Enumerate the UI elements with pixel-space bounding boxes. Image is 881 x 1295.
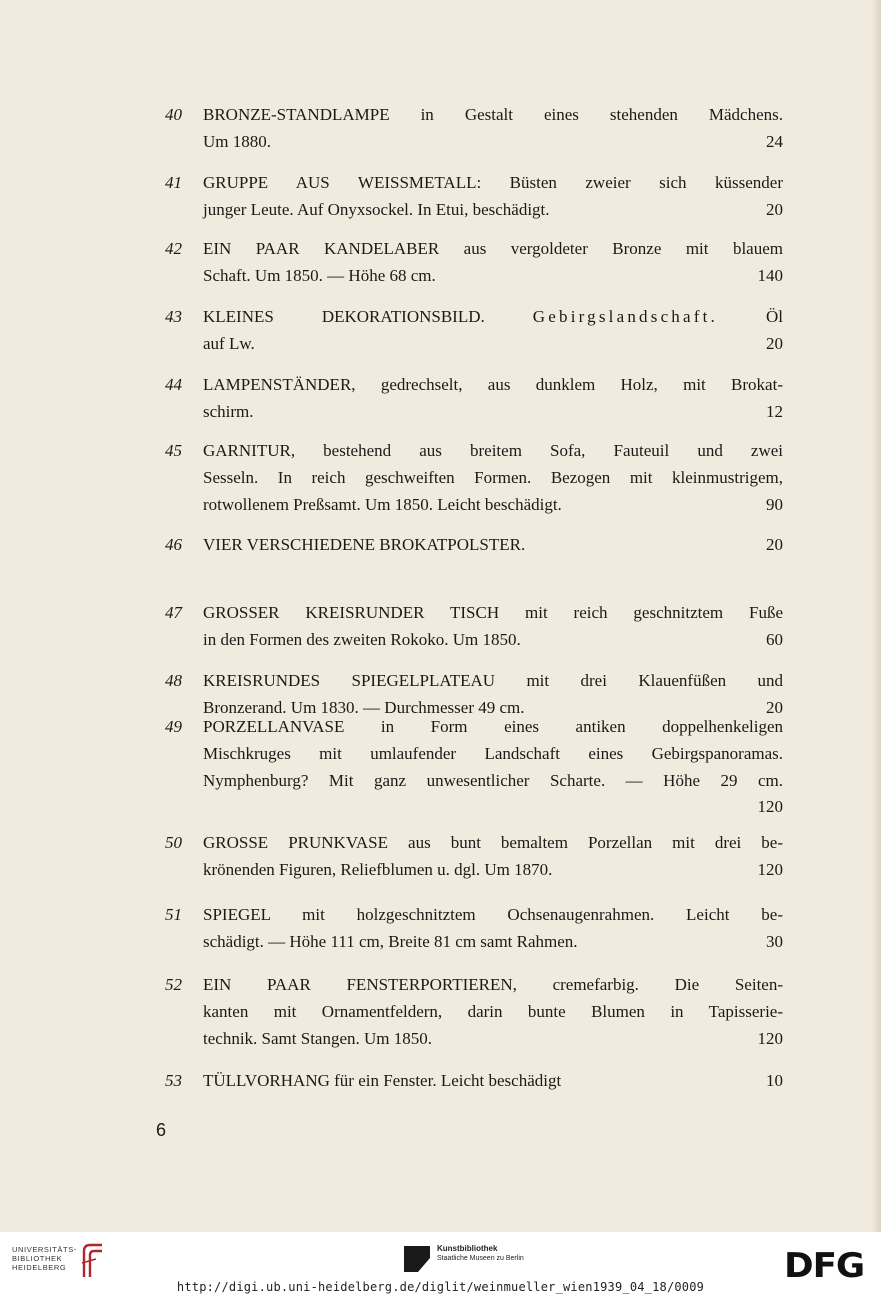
entry-line-text: TÜLLVORHANG für ein Fenster. Leicht beschädigt xyxy=(203,1071,562,1090)
entry-line xyxy=(203,263,783,290)
entry-description xyxy=(203,372,783,426)
kb-subtitle: Staatliche Museen zu Berlin xyxy=(437,1255,524,1262)
entry-description xyxy=(203,236,783,290)
entry-price: 120 xyxy=(757,859,783,879)
entry-price: 20 xyxy=(766,199,783,219)
entry-description xyxy=(203,304,783,358)
entry-line-text: Um 1880. xyxy=(203,131,271,151)
entry-line: KLEINES DEKORATIONSBILD. Gebirgslandschaft. Öl xyxy=(203,307,784,326)
entry-line: LAMPENSTÄNDER, gedrechselt, aus dunklem Holz, mit Brokat- xyxy=(203,375,783,394)
entry-price: 20 xyxy=(766,333,783,353)
entry-number: 53 xyxy=(165,1071,182,1090)
page-number: 6 xyxy=(156,1120,167,1140)
entry-line-text: schädigt. — Höhe 111 cm, Breite 81 cm samt Rahmen. xyxy=(203,931,578,951)
entry-line xyxy=(203,129,783,156)
entry-line: SPIEGEL mit holzgeschnitztem Ochsenaugenrahmen. Leicht be- xyxy=(203,905,783,924)
source-url[interactable]: http://digi.ub.uni-heidelberg.de/diglit/weinmueller_wien1939_04_18/0009 xyxy=(176,1280,705,1294)
entry-number: 42 xyxy=(165,239,182,258)
entry-price: 120 xyxy=(757,797,783,817)
entry-line: Mischkruges mit umlaufender Landschaft eines Gebirgspanoramas. xyxy=(203,743,783,763)
entry-line xyxy=(203,399,783,426)
entry-price: 120 xyxy=(757,1028,783,1048)
entry-line: GARNITUR, bestehend aus breitem Sofa, Fauteuil und zwei xyxy=(203,441,783,460)
entry-line xyxy=(203,1068,783,1095)
entry-line-text: auf Lw. xyxy=(203,333,255,353)
entry-price: 60 xyxy=(766,629,783,649)
entry-line: Nymphenburg? Mit ganz unwesentlicher Scharte. — Höhe 29 cm. xyxy=(203,770,783,790)
entry-line xyxy=(203,857,783,884)
entry-line-text: VIER VERSCHIEDENE BROKATPOLSTER. xyxy=(203,535,526,554)
entry-price: 20 xyxy=(766,697,783,717)
entry-number: 40 xyxy=(165,105,182,124)
entry-number: 44 xyxy=(165,375,182,394)
entry-price: 140 xyxy=(757,265,783,285)
entry-price: 90 xyxy=(766,494,783,514)
kb-title: Kunstbibliothek xyxy=(437,1244,498,1253)
entry-line-text: rotwollenem Preßsamt. Um 1850. Leicht beschädigt. xyxy=(203,494,562,514)
entry-line xyxy=(203,492,783,519)
university-library-logo-text xyxy=(12,1245,77,1272)
entry-price: 10 xyxy=(766,1071,783,1090)
entry-line-text: krönenden Figuren, Reliefblumen u. dgl. Um 1870. xyxy=(203,859,553,879)
university-line-3: HEIDELBERG xyxy=(12,1263,67,1272)
entry-description xyxy=(203,600,783,654)
entry-description xyxy=(203,1068,783,1095)
entry-number: 41 xyxy=(165,173,182,192)
entry-line xyxy=(203,532,783,559)
kunstbibliothek-logo-text xyxy=(437,1244,524,1264)
entry-line: BRONZE-STANDLAMPE in Gestalt eines stehenden Mädchens. xyxy=(203,105,783,124)
spaced-emphasis: Gebirgslandschaft. xyxy=(532,307,718,326)
entry-number: 50 xyxy=(165,833,182,852)
entry-line-text: junger Leute. Auf Onyxsockel. In Etui, beschädigt. xyxy=(203,199,550,219)
entry-line: KREISRUNDES SPIEGELPLATEAU mit drei Klauenfüßen und xyxy=(203,671,783,690)
entry-description xyxy=(203,102,783,156)
entry-price: 20 xyxy=(766,535,783,554)
entry-line-text: Bronzerand. Um 1830. — Durchmesser 49 cm. xyxy=(203,697,525,717)
entry-number: 45 xyxy=(165,441,182,460)
entry-number: 49 xyxy=(165,717,182,736)
entry-price: 30 xyxy=(766,931,783,951)
entry-number: 43 xyxy=(165,307,182,326)
dfg-logo: DFG xyxy=(784,1246,865,1286)
entry-line xyxy=(203,331,783,358)
entry-line: GRUPPE AUS WEISSMETALL: Büsten zweier sich küssender xyxy=(203,173,783,192)
entry-line xyxy=(203,627,783,654)
entry-line xyxy=(203,1026,783,1053)
entry-line xyxy=(203,929,783,956)
entry-line: EIN PAAR KANDELABER aus vergoldeter Bronze mit blauem xyxy=(203,239,783,258)
entry-description xyxy=(203,972,783,1052)
entry-line-text: schirm. xyxy=(203,401,254,421)
entry-line: PORZELLANVASE in Form eines antiken doppelhenkeligen xyxy=(203,717,783,736)
entry-description xyxy=(203,902,783,956)
entry-line: kanten mit Ornamentfeldern, darin bunte Blumen in Tapisserie- xyxy=(203,1001,783,1021)
entry-line xyxy=(203,197,783,224)
entry-line-text: Schaft. Um 1850. — Höhe 68 cm. xyxy=(203,265,436,285)
entry-number: 51 xyxy=(165,905,182,924)
university-library-logo-icon xyxy=(80,1241,106,1279)
entry-number: 46 xyxy=(165,535,182,554)
university-line-1: UNIVERSITÄTS- xyxy=(12,1245,77,1254)
footer-bar xyxy=(0,1232,881,1295)
university-line-2: BIBLIOTHEK xyxy=(12,1254,63,1263)
entry-number: 52 xyxy=(165,975,182,994)
entry-number: 47 xyxy=(165,603,182,622)
entry-description xyxy=(203,714,783,821)
entry-line: EIN PAAR FENSTERPORTIEREN, cremefarbig. Die Seiten- xyxy=(203,975,783,994)
entry-line-text: technik. Samt Stangen. Um 1850. xyxy=(203,1028,433,1048)
entry-line: GROSSER KREISRUNDER TISCH mit reich geschnitztem Fuße xyxy=(203,603,783,622)
entry-price: 24 xyxy=(766,131,783,151)
entry-number: 48 xyxy=(165,671,182,690)
entry-line-text: in den Formen des zweiten Rokoko. Um 1850. xyxy=(203,629,521,649)
entry-description xyxy=(203,830,783,884)
entry-line: GROSSE PRUNKVASE aus bunt bemaltem Porzellan mit drei be- xyxy=(203,833,783,852)
entry-description xyxy=(203,532,783,559)
entry-line: Sesseln. In reich geschweiften Formen. Bezogen mit kleinmustrigem, xyxy=(203,467,783,487)
kunstbibliothek-logo-icon xyxy=(404,1246,430,1272)
entry-description xyxy=(203,170,783,224)
entry-description xyxy=(203,438,783,518)
entry-price: 12 xyxy=(766,401,783,421)
